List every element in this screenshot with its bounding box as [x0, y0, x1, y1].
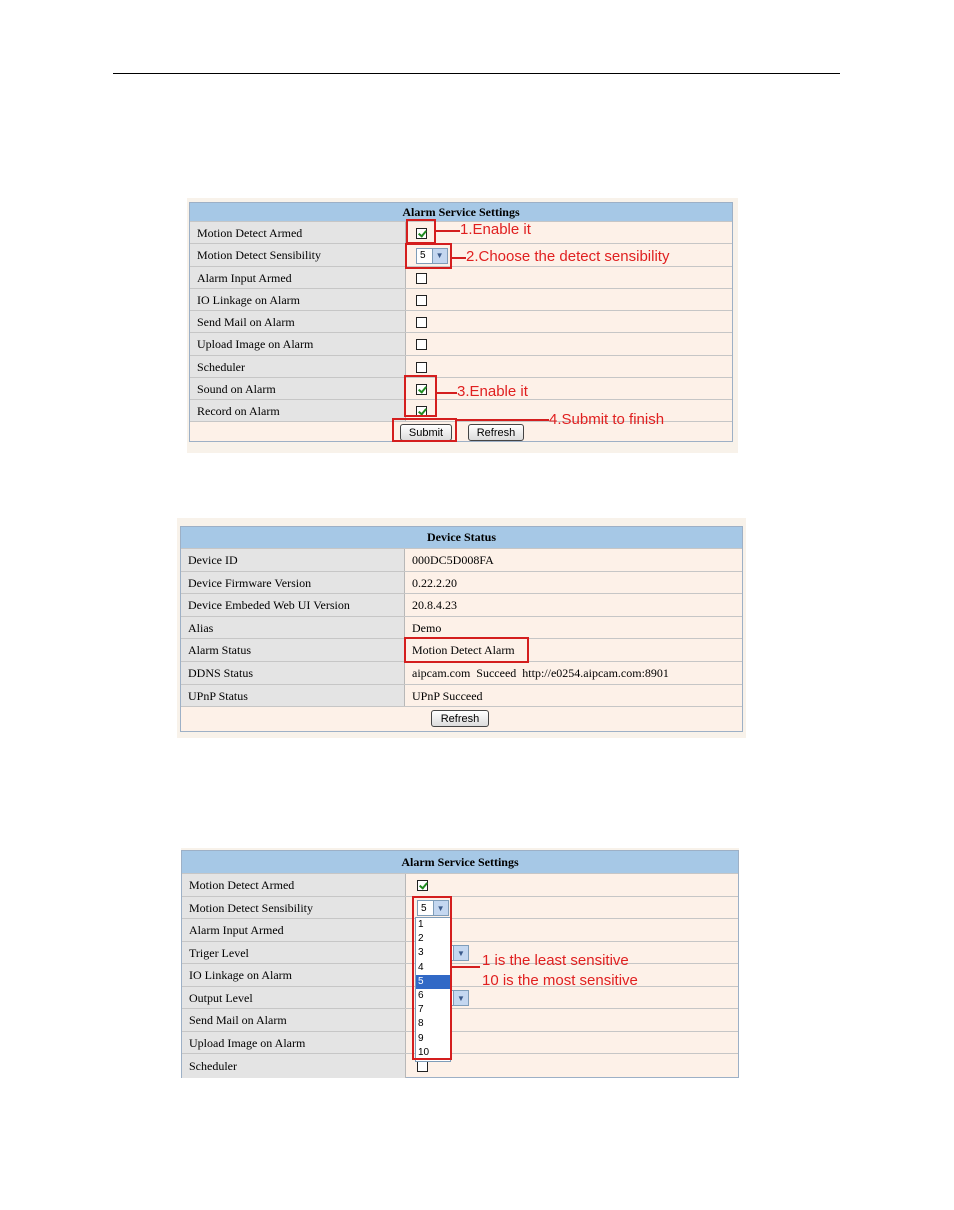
chevron-down-icon: ▼ — [453, 991, 468, 1005]
highlight-box — [405, 243, 452, 269]
scheduler-checkbox[interactable] — [416, 362, 427, 373]
row-label: IO Linkage on Alarm — [190, 289, 406, 311]
row-web-ui-version — [181, 593, 742, 617]
device-status-panel — [177, 518, 746, 738]
row-value: Motion Detect Alarm — [412, 643, 515, 657]
dropdown-option[interactable]: 7 — [418, 1004, 424, 1016]
row-label: Scheduler — [182, 1054, 406, 1078]
row-device-id — [181, 548, 742, 572]
alarm-settings-title: Alarm Service Settings — [182, 851, 738, 873]
dropdown-option[interactable]: 4 — [418, 961, 424, 973]
row-firmware — [181, 571, 742, 594]
row-label: Output Level — [182, 987, 406, 1009]
alarm-settings-dropdown-panel — [181, 848, 739, 1076]
row-label: Motion Detect Armed — [182, 874, 406, 897]
row-label: Device Firmware Version — [181, 572, 405, 594]
row-label: Upload Image on Alarm — [190, 333, 406, 356]
row-label: Alarm Input Armed — [182, 919, 406, 942]
dropdown-option[interactable]: 8 — [418, 1018, 424, 1030]
annotation-most-sensitive: 10 is the most sensitive — [482, 972, 638, 989]
device-status-title: Device Status — [181, 527, 742, 548]
row-value: Demo — [412, 620, 442, 635]
row-label: Triger Level — [182, 942, 406, 964]
row-label: Alias — [181, 617, 405, 639]
row-label: Motion Detect Sensibility — [182, 897, 406, 919]
row-label: Record on Alarm — [190, 400, 406, 422]
annotation-step3: 3.Enable it — [457, 383, 528, 400]
row-send-mail — [190, 310, 732, 333]
row-value: aipcam.com Succeed http://e0254.aipcam.com:8901 — [412, 666, 669, 680]
highlight-box — [404, 637, 529, 663]
dropdown-option[interactable]: 1 — [418, 919, 424, 930]
row-label: Motion Detect Armed — [190, 222, 406, 244]
annotation-line — [437, 392, 457, 394]
annotation-step1: 1.Enable it — [460, 221, 531, 238]
refresh-button[interactable]: Refresh — [468, 424, 524, 441]
row-motion-detect-sensibility — [182, 896, 738, 919]
annotation-least-sensitive: 1 is the least sensitive — [482, 952, 629, 969]
row-label: Send Mail on Alarm — [190, 311, 406, 333]
submit-button[interactable]: Submit — [400, 424, 452, 441]
row-ddns-status — [181, 661, 742, 685]
row-triger-level — [182, 941, 738, 964]
upload-image-checkbox[interactable] — [416, 339, 427, 350]
chevron-down-icon: ▼ — [433, 901, 448, 915]
row-label: Sound on Alarm — [190, 378, 406, 400]
row-motion-detect-armed — [182, 873, 738, 897]
highlight-box — [404, 375, 437, 417]
select-value: 5 — [420, 250, 426, 261]
annotation-step2: 2.Choose the detect sensibility — [466, 248, 670, 265]
row-label: Upload Image on Alarm — [182, 1032, 406, 1054]
dropdown-option[interactable]: 3 — [418, 947, 424, 959]
io-linkage-checkbox[interactable] — [416, 295, 427, 306]
row-scheduler — [190, 355, 732, 378]
annotation-line — [436, 230, 460, 232]
dropdown-option[interactable]: 10 — [418, 1046, 430, 1058]
chevron-down-icon: ▼ — [453, 946, 468, 960]
row-label: Device ID — [181, 549, 405, 572]
row-value: 20.8.4.23 — [412, 598, 457, 612]
row-io-linkage — [190, 288, 732, 311]
dropdown-option-selected[interactable]: 5 — [416, 975, 450, 989]
row-label: Alarm Status — [181, 639, 405, 662]
row-upload-image — [190, 332, 732, 356]
row-label: Motion Detect Sensibility — [190, 244, 406, 267]
row-label: Device Embeded Web UI Version — [181, 594, 405, 617]
dropdown-option[interactable]: 9 — [418, 1032, 424, 1044]
row-label: Alarm Input Armed — [190, 267, 406, 289]
annotation-line — [457, 419, 549, 421]
row-upnp-status — [181, 684, 742, 707]
annotation-step4: 4.Submit to finish — [549, 411, 665, 428]
row-label: DDNS Status — [181, 662, 405, 685]
row-label: Send Mail on Alarm — [182, 1009, 406, 1032]
row-label: Scheduler — [190, 356, 406, 378]
alarm-settings-table — [189, 202, 733, 442]
alarm-settings-title: Alarm Service Settings — [190, 203, 732, 221]
row-value: UPnP Succeed — [412, 688, 483, 703]
row-value: 000DC5D008FA — [412, 553, 494, 567]
annotation-line — [452, 966, 480, 968]
scheduler-checkbox[interactable] — [417, 1061, 428, 1072]
highlight-box — [412, 896, 452, 1060]
row-alias — [181, 616, 742, 639]
row-value: 0.22.2.20 — [412, 575, 457, 590]
highlight-box — [406, 219, 436, 244]
highlight-box — [392, 418, 457, 442]
dropdown-option[interactable]: 2 — [418, 933, 424, 945]
chevron-down-icon: ▼ — [432, 249, 447, 263]
row-alarm-input-armed — [182, 918, 738, 942]
row-send-mail — [182, 1008, 738, 1032]
row-actions — [181, 706, 742, 732]
row-label: UPnP Status — [181, 685, 405, 707]
dropdown-option[interactable]: 6 — [418, 989, 424, 1001]
page-header-rule — [113, 73, 840, 74]
row-scheduler — [182, 1053, 738, 1078]
select-value: 5 — [421, 902, 427, 914]
row-label: IO Linkage on Alarm — [182, 964, 406, 987]
alarm-input-armed-checkbox[interactable] — [416, 273, 427, 284]
alarm-settings-table-2 — [181, 850, 739, 1078]
send-mail-checkbox[interactable] — [416, 317, 427, 328]
annotation-line — [452, 257, 466, 259]
device-status-table — [180, 526, 743, 732]
motion-detect-armed-checkbox[interactable] — [417, 880, 428, 891]
refresh-button[interactable]: Refresh — [431, 710, 489, 727]
row-alarm-input-armed — [190, 266, 732, 289]
row-upload-image — [182, 1031, 738, 1054]
row-output-level — [182, 986, 738, 1009]
